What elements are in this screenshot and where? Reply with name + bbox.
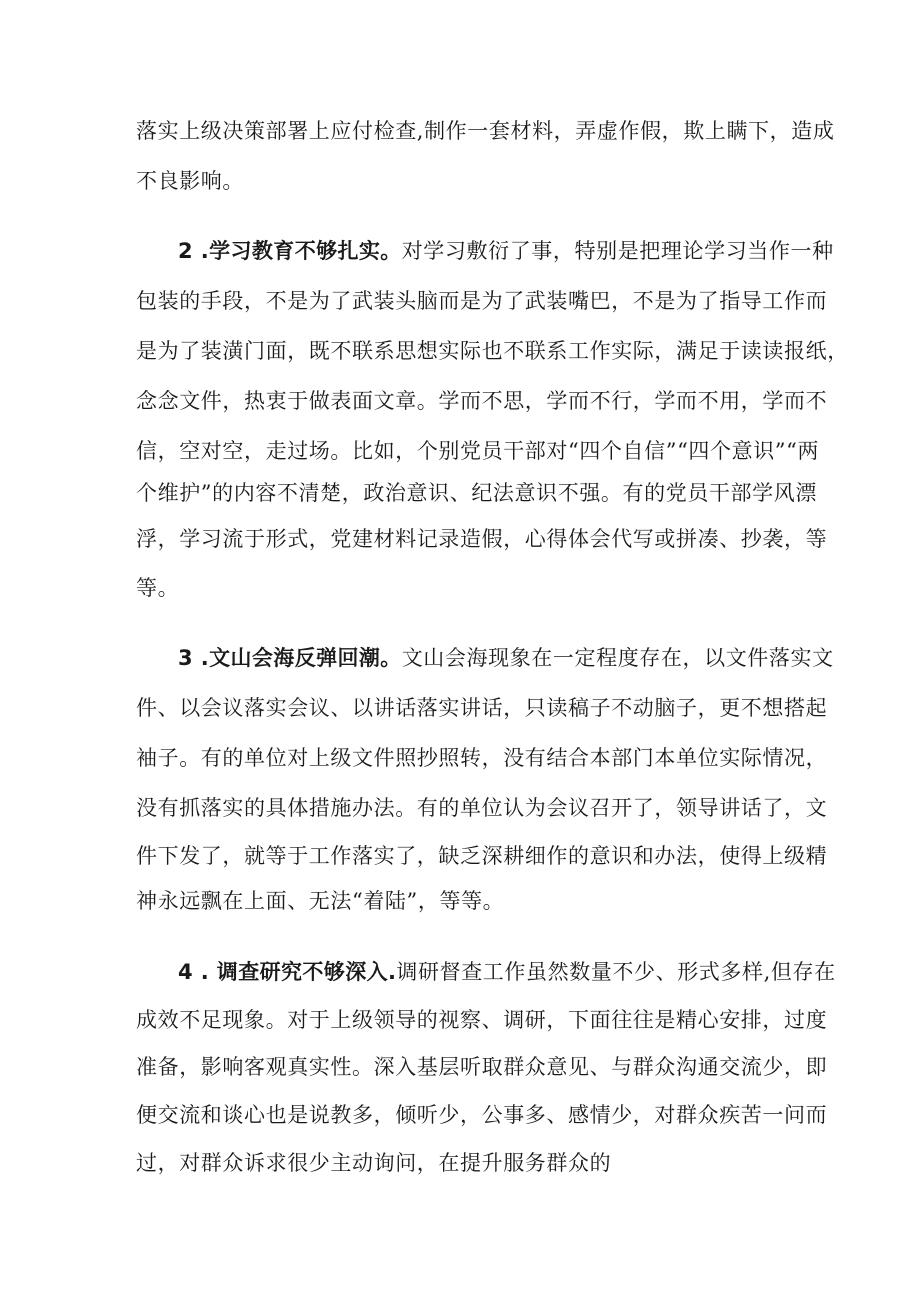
paragraph-line: 个维护”的内容不清楚，政治意识、纪法意识不强。有的党员干部学风漂 — [136, 481, 817, 505]
paragraph-line: 神永远飘在上面、无法“着陆”，等等。 — [136, 889, 505, 913]
section-3-heading: 3 .文山会海反弹回潮。 — [178, 646, 402, 670]
section-2-first-line-text: 对学习敷衍了事，特别是把理论学习当作一种 — [401, 239, 834, 263]
paragraph-line: 准备，影响客观真实性。深入基层听取群众意见、与群众沟通交流少，即 — [136, 1055, 828, 1079]
paragraph-line: 落实上级决策部署上应付检查,制作一套材料，弄虚作假，欺上瞒下，造成 — [136, 119, 835, 143]
paragraph-line: 没有抓落实的具体措施办法。有的单位认为会议召开了，领导讲话了，文 — [136, 796, 828, 820]
paragraph-line: 便交流和谈心也是说教多，倾听少，公事多、感情少，对群众疾苦一问而 — [136, 1103, 828, 1127]
section-4-first-line — [178, 957, 836, 987]
paragraph-line: 浮，学习流于形式，党建材料记录造假，心得体会代写或拼凑、抄袭，等 — [136, 527, 828, 551]
paragraph-line: 是为了装潢门面，既不联系思想实际也不联系工作实际，满足于读读报纸， — [136, 339, 849, 363]
section-3-first-line — [178, 643, 834, 673]
paragraph-line: 不良影响。 — [136, 169, 244, 193]
paragraph-line: 成效不足现象。对于上级领导的视察、调研，下面往往是精心安排，过度 — [136, 1008, 828, 1032]
paragraph-line: 信，空对空，走过场。比如，个别党员干部对“四个自信”“四个意识”“两 — [136, 439, 820, 463]
paragraph-line: 等。 — [136, 576, 180, 600]
section-4-heading: 4 . 调查研究不够深入. — [178, 960, 397, 984]
paragraph-line: 袖子。有的单位对上级文件照抄照转，没有结合本部门本单位实际情况， — [136, 746, 828, 770]
section-2-heading: 2 .学习教育不够扎实。 — [178, 239, 402, 263]
paragraph-line: 包装的手段，不是为了武装头脑而是为了武装嘴巴，不是为了指导工作而 — [136, 289, 828, 313]
paragraph-line: 过，对群众诉求很少主动询问，在提升服务群众的 — [136, 1151, 612, 1175]
section-2-first-line — [178, 236, 834, 266]
paragraph-line: 念念文件，热衷于做表面文章。学而不思，学而不行，学而不用，学而不 — [136, 389, 828, 413]
paragraph-line: 件下发了，就等于工作落实了，缺乏深耕细作的意识和办法，使得上级精 — [136, 844, 828, 868]
section-3-first-line-text: 文山会海现象在一定程度存在，以文件落实文 — [401, 646, 834, 670]
section-4-first-line-text: 调研督查工作虽然数量不少、形式多样,但存在 — [396, 960, 836, 984]
paragraph-line: 件、以会议落实会议、以讲话落实讲话，只读稿子不动脑子，更不想搭起 — [136, 696, 828, 720]
